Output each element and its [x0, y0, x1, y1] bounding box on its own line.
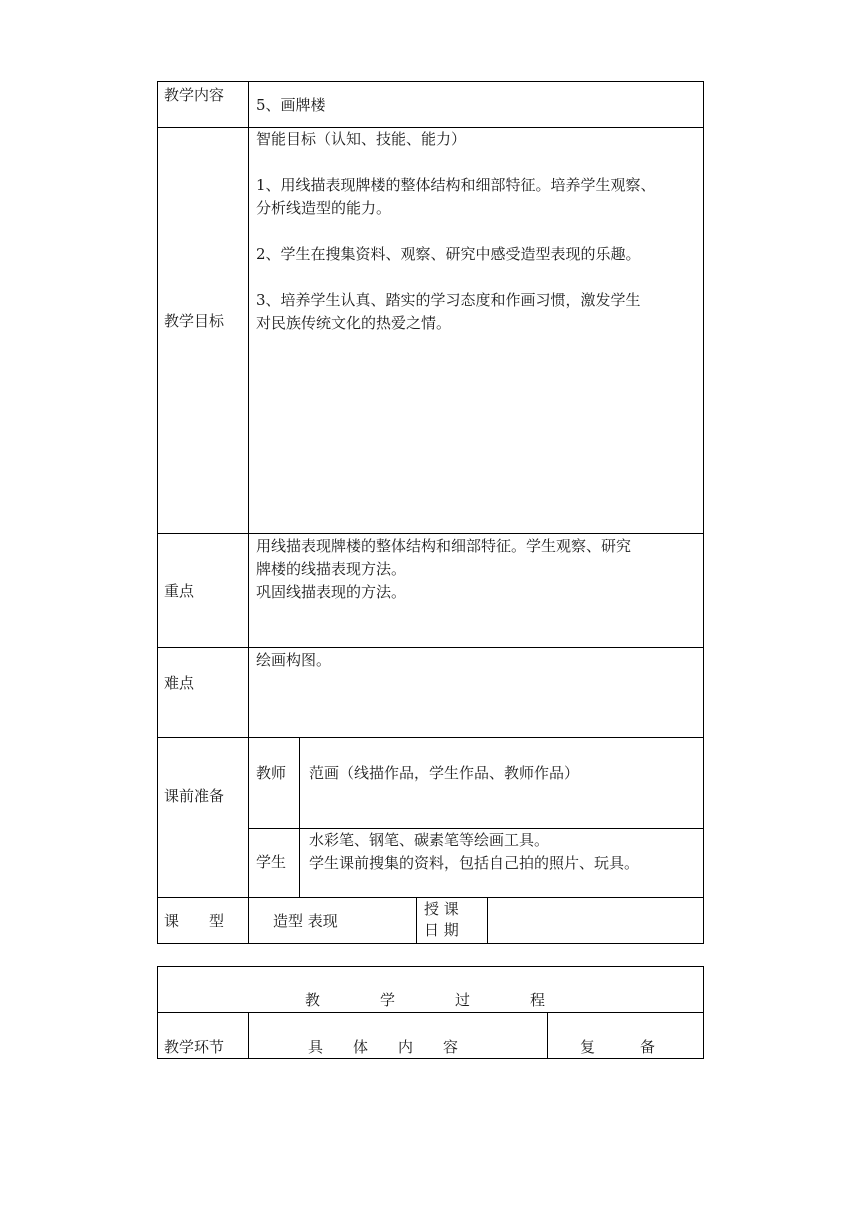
objectives-label: 教学目标 [164, 312, 225, 330]
table2-col-divider [248, 1012, 249, 1059]
objectives-line: 智能目标（认知、技能、能力） [256, 130, 467, 148]
table2-rule [157, 1012, 704, 1013]
table1-rule [157, 533, 704, 534]
table1-border-right [703, 81, 704, 944]
prep-label: 课前准备 [164, 787, 225, 805]
prep-teacher-label: 教师 [256, 764, 287, 782]
table1-col-divider [248, 81, 249, 944]
objectives-text [256, 128, 701, 335]
content-label: 教学内容 [164, 86, 225, 104]
table1-border-bottom [157, 943, 704, 944]
type-label: 课 型 [164, 912, 225, 930]
difficulty-label: 难点 [164, 674, 195, 692]
objectives-line: 对民族传统文化的热爱之情。 [256, 314, 452, 332]
table1-border-left [157, 81, 158, 944]
key-label: 重点 [164, 582, 195, 600]
table2-border-right [703, 966, 704, 1059]
process-col-content: 具 体 内 容 [308, 1038, 459, 1056]
type-value: 造型 表现 [273, 912, 338, 930]
key-point-line: 巩固线描表现的方法。 [256, 583, 407, 601]
table2-border-left [157, 966, 158, 1059]
key-points-text [256, 535, 701, 604]
objectives-line: 2、学生在搜集资料、观察、研究中感受造型表现的乐趣。 [256, 245, 641, 263]
table1-prep-divider [299, 737, 300, 898]
process-title: 教 学 过 程 [305, 991, 546, 1009]
process-col-stage: 教学环节 [164, 1038, 225, 1056]
key-point-line: 牌楼的线描表现方法。 [256, 560, 407, 578]
table1-rule [157, 647, 704, 648]
table1-rule [157, 737, 704, 738]
key-point-line: 用线描表现牌楼的整体结构和细部特征。学生观察、研究 [256, 537, 632, 555]
difficulty-value: 绘画构图。 [256, 651, 332, 669]
process-col-review: 复 备 [580, 1038, 656, 1056]
date-label-line2: 日 期 [424, 921, 459, 939]
table2-border-top [157, 966, 704, 967]
prep-student-text [309, 829, 701, 875]
table2-col-divider [547, 1012, 548, 1059]
date-label-line1: 授 课 [424, 900, 459, 918]
prep-student-label: 学生 [256, 853, 287, 871]
table1-type-divider [487, 897, 488, 944]
objectives-line: 分析线造型的能力。 [256, 199, 392, 217]
table1-border-top [157, 81, 704, 82]
content-value: 5、画牌楼 [256, 96, 326, 114]
objectives-line: 1、用线描表现牌楼的整体结构和细部特征。培养学生观察、 [256, 176, 656, 194]
objectives-line: 3、培养学生认真、踏实的学习态度和作画习惯，激发学生 [256, 291, 641, 309]
prep-teacher-value: 范画（线描作品，学生作品、教师作品） [309, 764, 580, 782]
prep-student-line: 学生课前搜集的资料，包括自己拍的照片、玩具。 [309, 854, 640, 872]
table1-type-divider [416, 897, 417, 944]
prep-student-line: 水彩笔、钢笔、碳素笔等绘画工具。 [309, 831, 550, 849]
